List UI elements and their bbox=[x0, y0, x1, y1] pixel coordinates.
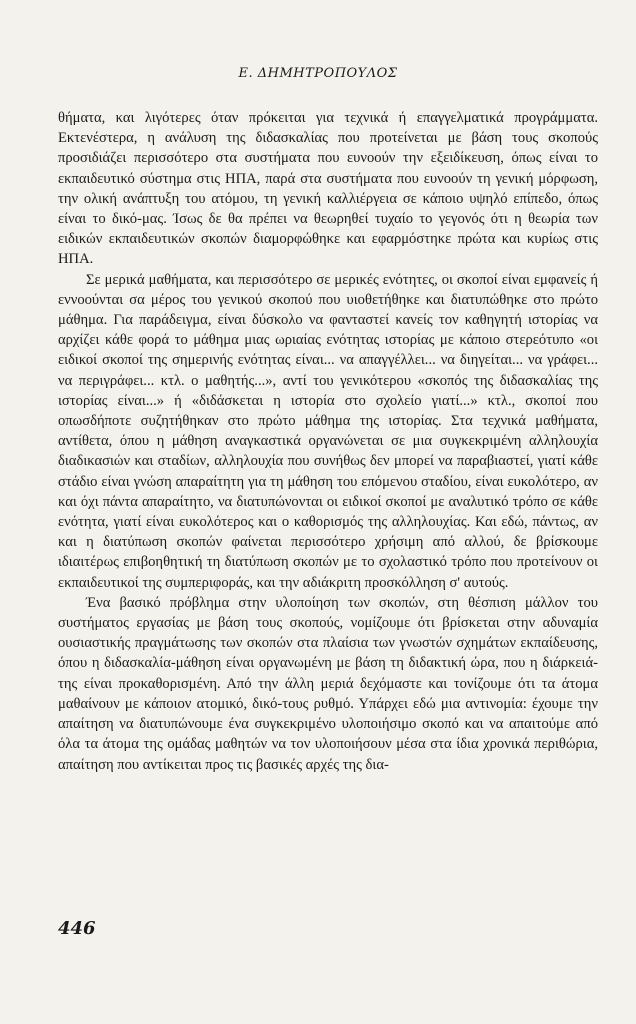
running-head: Ε. ΔΗΜΗΤΡΟΠΟΥΛΟΣ bbox=[238, 66, 398, 81]
paragraph: Ένα βασικό πρόβλημα στην υλοποίηση των σκοπών, στη θέσπιση μάλλον του συστήματος εργασίας με βάση τους σκοπούς, νομίζουμε ότι βρίσκεται στην αδυναμία ουσιαστικής πραγμάτωσης των σκοπών στα πλαίσια των γνωστών σχημάτων εκπαίδευσης, όπου η διδασκαλία-μάθηση είναι οργανωμένη με βάση τη διδακτική ώρα, που η διάρκειά-της είναι προκαθορισμένη. Από την άλλη μεριά δεχόμαστε και τονίζουμε ότι τα άτομα μαθαίνουν με κάποιον ατομικό, δικό-τους ρυθμό. Υπάρχει εδώ μια αντινομία: έχουμε την απαίτηση να διατυπώνουμε ένα συγκεκριμένο υλοποιήσιμο σκοπό και να απαιτούμε από όλα τα άτομα της ομάδας μαθητών να τον υλοποιήσουν μέσα στα ίδια χρονικά περιθώρια, απαίτηση που αντίκειται προς τις βασικές αρχές της δια- bbox=[58, 594, 598, 773]
paragraph: Σε μερικά μαθήματα, και περισσότερο σε μερικές ενότητες, οι σκοποί είναι εμφανείς ή εννοούνται σα μέρος του γενικού σκοπού που υιοθετήθηκε και διατυπώθηκε στο πρώτο μάθημα. Για παράδειγμα, είναι δύσκολο να φανταστεί κανείς τον καθηγητή ιστορίας να αρχίζει κάθε φορά το μάθημα μιας ωριαίας ενότητας ιστορίας με κάποιο στερεότυπο «οι ειδικοί σκοποί της σημερινής ενότητας είναι... να απαγγέλλει... να διηγείται... να γράφει... να περιγράφει... κτλ. ο μαθητής...», αντί του γενικότερου «σκοπός της διδασκαλίας της ιστορίας είναι...» ή «διδάσκεται η ιστορία στο σχολείο γιατί...» κτλ., σκοποί που οπωσδήποτε συζητήθηκαν στο πρώτο μάθημα της ιστορίας. Στα τεχνικά μαθήματα, αντίθετα, όπου η μάθηση αναγκαστικά οργανώνεται σε μια συγκεκριμένη αλληλουχία διαδικασιών και σταδίων, αλληλουχία που συνήθως δεν μπορεί να παραβιαστεί, γιατί κάθε στάδιο είναι γνώση απαραίτητη για τη μάθηση του επόμενου σταδίου, είναι ευκολότερο, αν και όχι πάντα απαραίτητο, να διατυπώνονται οι ειδικοί σκοποί με αναλυτικό τρόπο σε κάθε ενότητα, γιατί είναι ευκολότερος και ο καθορισμός της αλληλουχίας. Και εδώ, πάντως, αν και η διατύπωση σκοπών φαίνεται περισσότερο χρήσιμη από αλλού, δε βρίσκουμε ιδιαιτέρως επιβοηθητική τη διατύπωση σκοπών με το σχολαστικό τρόπο που προτείνουν οι εκπαιδευτικοί της συμπεριφοράς, και την αδιάκριτη προσκόλληση σ' αυτούς. bbox=[58, 271, 598, 591]
body-text bbox=[58, 108, 598, 775]
page-number: 446 bbox=[58, 918, 96, 939]
paragraph-continued: θήματα, και λιγότερες όταν πρόκειται για τεχνικά ή επαγγελματικά προγράμματα. Εκτενέστερα, η ανάλυση της διδασκαλίας που προτείνεται με βάση τους σκοπούς προσιδιάζει περισσότερο στα συστήματα που ευνοούν την εξειδίκευση, όπως είναι το εκπαιδευτικό σύστημα στις ΗΠΑ, παρά στα συστήματα που ευνοούν τη γενική μόρφωση, την ολική ανάπτυξη του ατόμου, τη γενική καλλιέργεια σε κάποιο υψηλό επίπεδο, όπως είναι το δικό-μας. Ίσως δε θα πρέπει να θεωρηθεί τυχαίο το γεγονός ότι η θεωρία των ειδικών εκπαιδευτικών σκοπών διαμορφώθηκε και εφαρμόστηκε πρώτα και κυρίως στις ΗΠΑ. bbox=[58, 110, 598, 268]
